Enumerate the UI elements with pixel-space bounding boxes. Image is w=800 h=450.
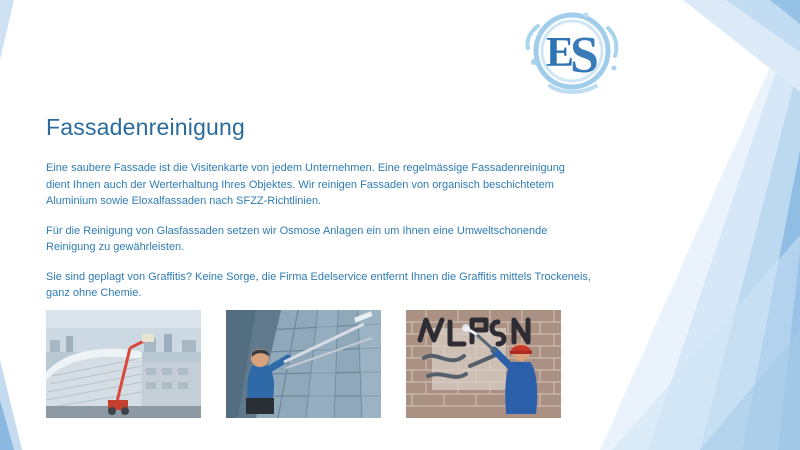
es-company-logo: [520, 6, 630, 96]
paragraph-2: Für die Reinigung von Glasfassaden setzen wir Osmose Anlagen ein um Ihnen eine Umweltschonende Reinigung zu gewährleisten.: [46, 224, 548, 253]
svg-text:S: S: [570, 27, 599, 84]
photo-facade-cleaning-lift: [46, 310, 201, 418]
photo-glass-facade-worker: [226, 310, 381, 418]
svg-text:E: E: [546, 30, 575, 76]
page-title: Fassadenreinigung: [46, 114, 246, 140]
paragraph-1: Eine saubere Fassade ist die Visitenkarte von jedem Unternehmen. Eine regelmässige Fassadenreinigung dient Ihnen auch der Werterhaltung Ihres Objektes. Wir reinigen Fassaden von organisch beschichtetem Aluminium sowie Eloxalfassaden nach SFZZ-Richtlinien.: [46, 162, 565, 207]
photo-graffiti-removal: [406, 310, 561, 418]
paragraph-3: Sie sind geplagt von Graffitis? Keine Sorge, die Firma Edelservice entfernt Ihnen die Graffitis mittels Trockeneis, ganz ohne Chemie.: [46, 270, 591, 299]
photo-row: [46, 310, 561, 418]
body-copy: [46, 160, 591, 302]
